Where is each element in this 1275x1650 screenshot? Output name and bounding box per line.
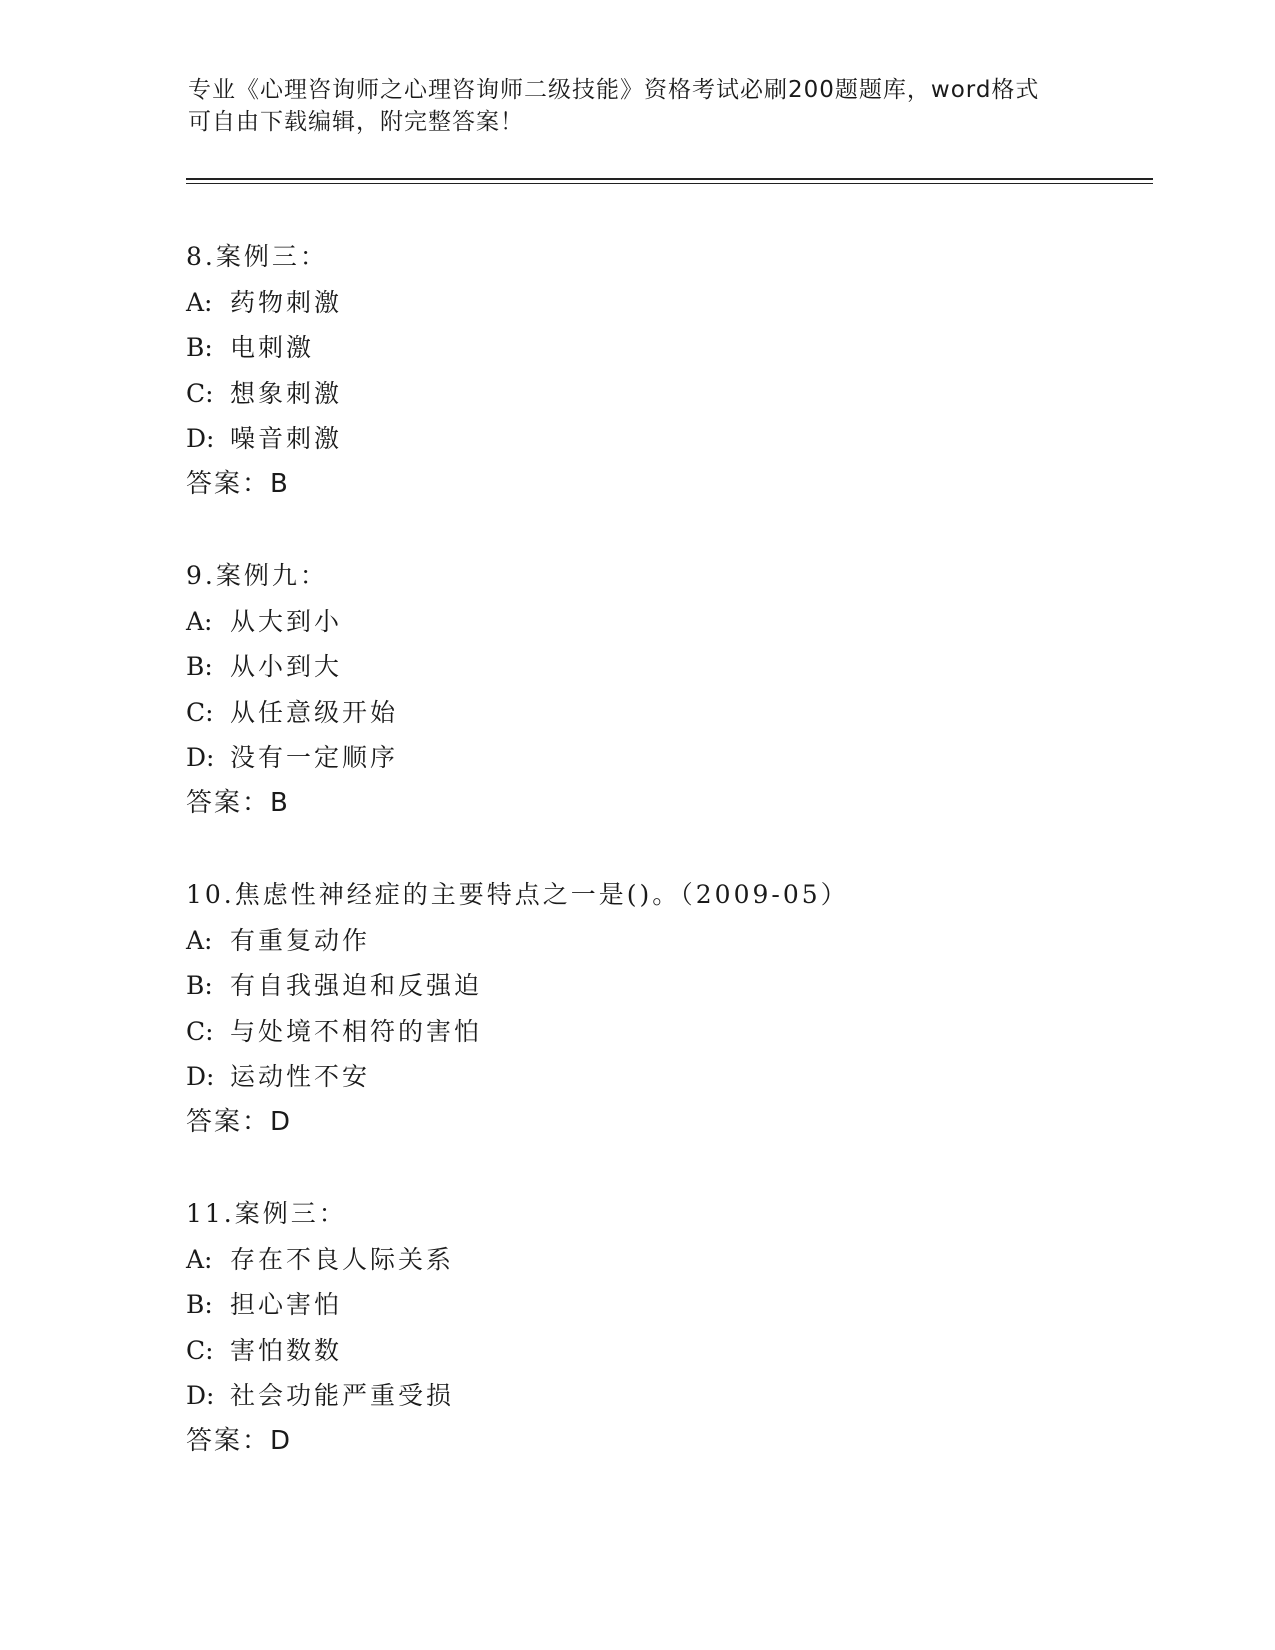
answer-line: 答案：D [186,1106,293,1137]
question-stem: 10.焦虑性神经症的主要特点之一是()。（2009-05） [186,880,849,909]
option-b [186,644,1166,690]
option-text: 从小到大 [230,652,343,681]
question-stem: 9.案例九： [186,561,328,590]
option-letter: A: [186,925,213,955]
header-line-1: 专业《心理咨询师之心理咨询师二级技能》资格考试必刷200题题库，word格式 [188,77,1040,103]
option-letter: C: [186,697,214,727]
option-a [186,1237,1166,1283]
option-text: 从大到小 [230,606,343,636]
option-letter: B: [186,1290,213,1319]
option-text: 有自我强迫和反强迫 [230,971,483,1000]
option-text: 有重复动作 [230,925,371,955]
option-text: 从任意级开始 [230,697,399,727]
option-d [186,735,1166,781]
option-letter: A: [186,606,213,636]
option-text: 运动性不安 [230,1062,371,1091]
option-letter: B: [186,652,213,681]
question-stem: 11.案例三： [186,1199,347,1228]
header-line-2: 可自由下载编辑，附完整答案！ [188,109,524,135]
option-letter: C: [186,1016,214,1046]
document-header [188,74,1088,138]
answer-line: 答案：D [186,1425,293,1456]
answer-line: 答案：B [186,787,290,818]
option-letter: D: [186,1381,215,1410]
option-a [186,280,1166,326]
option-b [186,963,1166,1009]
option-text: 噪音刺激 [230,424,343,453]
header-divider-thin [186,183,1153,184]
option-c [186,371,1166,417]
option-d [186,1373,1166,1419]
option-letter: C: [186,1335,214,1365]
option-text: 存在不良人际关系 [230,1244,455,1274]
option-text: 药物刺激 [230,287,343,317]
option-text: 害怕数数 [230,1335,343,1365]
header-divider-thick [186,178,1153,180]
option-letter: C: [186,378,214,408]
option-c [186,690,1166,736]
option-letter: D: [186,1062,215,1091]
option-text: 想象刺激 [230,378,343,408]
option-letter: B: [186,971,213,1000]
option-a [186,599,1166,645]
question-block [186,1191,1166,1464]
option-d [186,416,1166,462]
option-d [186,1054,1166,1100]
option-letter: B: [186,333,213,362]
option-letter: A: [186,1244,213,1274]
question-block [186,872,1166,1145]
option-letter: D: [186,743,215,772]
question-stem: 8.案例三： [186,242,328,271]
answer-line: 答案：B [186,468,290,499]
question-block [186,553,1166,826]
option-text: 电刺激 [230,333,315,362]
option-b [186,1282,1166,1328]
option-c [186,1328,1166,1374]
question-block [186,234,1166,507]
option-text: 没有一定顺序 [230,743,399,772]
option-c [186,1009,1166,1055]
option-text: 社会功能严重受损 [230,1381,455,1410]
option-letter: D: [186,424,215,453]
option-b [186,325,1166,371]
option-text: 与处境不相符的害怕 [230,1016,483,1046]
option-text: 担心害怕 [230,1290,343,1319]
option-a [186,918,1166,964]
option-letter: A: [186,287,213,317]
